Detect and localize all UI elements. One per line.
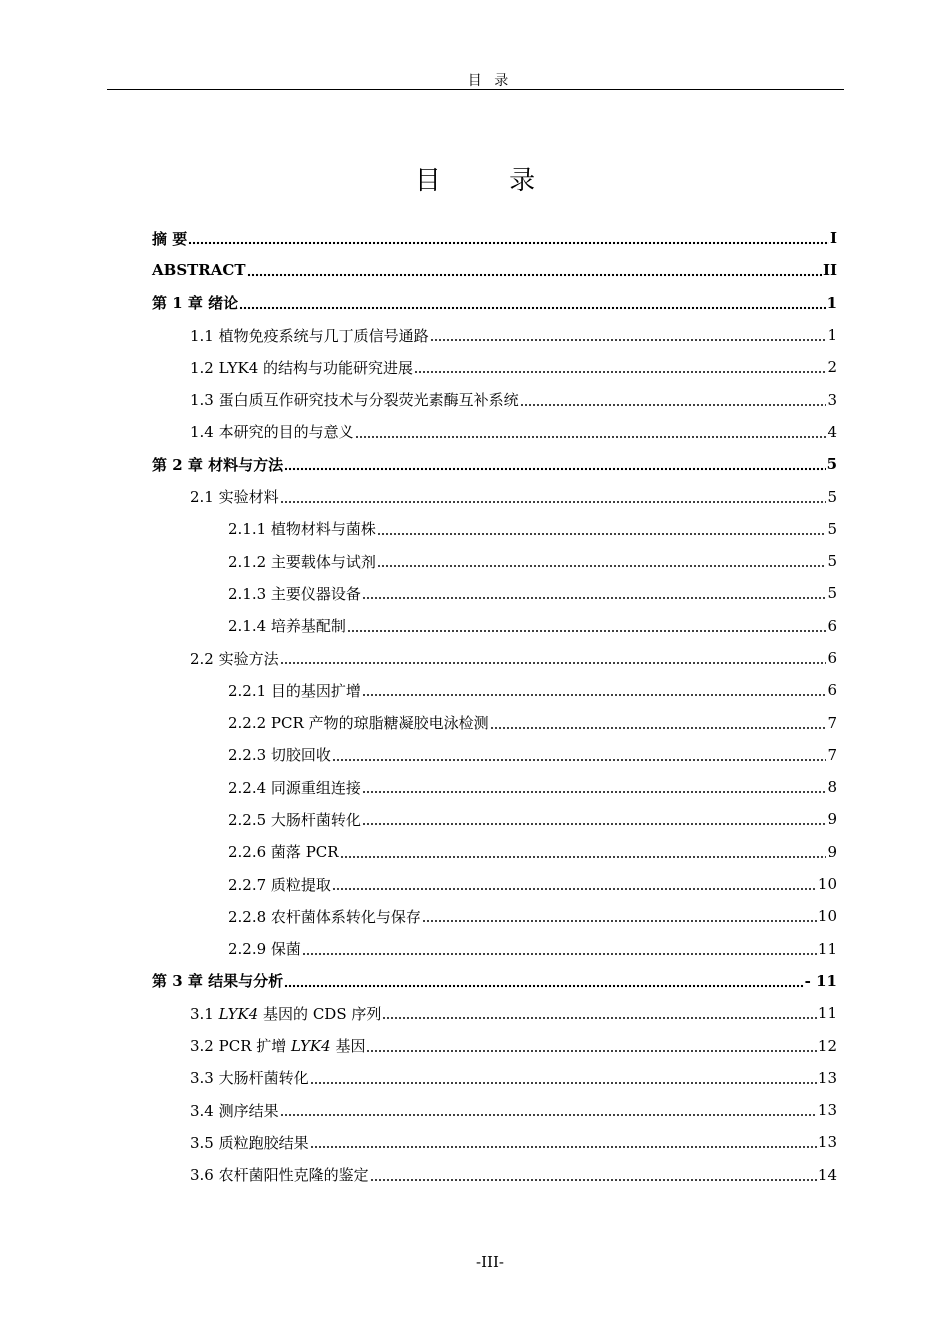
toc-entry-title: 第 1 章 绪论 (152, 294, 239, 313)
toc-entry[interactable] (152, 1029, 837, 1061)
toc-entry[interactable] (152, 416, 837, 448)
toc-entry-title: 2.2.7 质粒提取 (228, 875, 331, 894)
toc-entry-title-prefix: 3.1 (190, 1004, 219, 1023)
toc-entry-page: 4 (827, 422, 837, 441)
dot-leader (430, 328, 827, 342)
toc-entry-title: 2.2.1 目的基因扩增 (228, 681, 361, 700)
toc-entry[interactable] (152, 1159, 837, 1191)
toc-entry-title: 3.5 质粒跑胶结果 (190, 1133, 309, 1152)
toc-entry-page: II (822, 261, 837, 280)
toc-entry[interactable] (152, 448, 837, 480)
dot-leader (332, 877, 817, 891)
toc-entry[interactable] (152, 642, 837, 674)
toc-entry-title-suffix: 基因 (330, 1037, 366, 1056)
toc-entry[interactable] (152, 997, 837, 1029)
toc-entry-page: 5 (826, 455, 837, 474)
toc-entry-page: 5 (827, 584, 837, 603)
dot-leader (284, 974, 804, 988)
toc-entry-page: 11 (817, 939, 837, 958)
toc-entry-title: 2.2.3 切胶回收 (228, 746, 331, 765)
running-header: 目 录 (467, 73, 513, 89)
toc-entry[interactable] (152, 545, 837, 577)
toc-entry-page: 6 (827, 649, 837, 667)
toc-entry-title: 3.6 农杆菌阳性克隆的鉴定 (190, 1166, 369, 1185)
toc-entry[interactable] (152, 933, 837, 965)
toc-entry-title: 1.3 蛋白质互作研究技术与分裂荧光素酶互补系统 (190, 391, 519, 410)
toc-entry[interactable] (152, 706, 837, 738)
toc-entry-title: 2.2.5 大肠杆菌转化 (228, 810, 361, 829)
toc-entry-page: 14 (817, 1165, 837, 1184)
toc-entry-title: 1.2 LYK4 的结构与功能研究进展 (190, 358, 414, 377)
toc-entry-page: 10 (817, 907, 837, 926)
toc-entry-title: 第 2 章 材料与方法 (152, 455, 284, 474)
toc-entry[interactable] (152, 739, 837, 771)
toc-entry-page: 13 (817, 1101, 837, 1120)
toc-entry[interactable] (152, 803, 837, 835)
toc-entry-page: 1 (826, 293, 837, 312)
toc-entry[interactable] (152, 319, 837, 351)
dot-leader (280, 651, 827, 665)
toc-entry-page: 12 (817, 1036, 837, 1055)
dot-leader (340, 845, 827, 859)
toc-entry-title: ABSTRACT (152, 261, 246, 280)
toc-entry-page: 2 (827, 358, 837, 377)
toc-entry-title: 2.2.2 PCR 产物的琼脂糖凝胶电泳检测 (228, 714, 489, 733)
toc-entry-title-suffix: 基因的 CDS 序列 (258, 1004, 382, 1023)
toc-entry[interactable] (152, 1062, 837, 1094)
toc-entry[interactable] (152, 836, 837, 868)
toc-entry-page: 5 (827, 519, 837, 538)
dot-leader (310, 1135, 817, 1149)
dot-leader (302, 942, 817, 956)
toc-entry-title: 3.3 大肠杆菌转化 (190, 1069, 309, 1088)
toc-entry-page: 6 (827, 681, 837, 700)
toc-entry-page: 8 (827, 778, 837, 797)
dot-leader (366, 1039, 816, 1053)
toc-entry-title: 2.1 实验材料 (190, 488, 279, 507)
toc-entry[interactable] (152, 287, 837, 319)
dot-leader (362, 586, 827, 600)
dot-leader (362, 812, 827, 826)
toc-entry-title: 2.2.4 同源重组连接 (228, 778, 361, 797)
dot-leader (247, 263, 822, 277)
dot-leader (284, 457, 825, 471)
toc-entry-title: 2.2.9 保菌 (228, 940, 301, 959)
gene-name: LYK4 (291, 1037, 331, 1056)
toc-entry-title (190, 1003, 381, 1024)
toc-entry-title-prefix: 3.2 PCR 扩增 (190, 1037, 292, 1056)
toc-entry-title: 1.4 本研究的目的与意义 (190, 423, 354, 442)
toc-entry-page: 5 (827, 487, 837, 506)
toc-entry-page: 13 (817, 1068, 837, 1087)
dot-leader (280, 1103, 817, 1117)
toc-entry[interactable] (152, 351, 837, 383)
toc-entry-title: 2.1.3 主要仪器设备 (228, 584, 361, 603)
toc-entry[interactable] (152, 383, 837, 415)
toc-entry[interactable] (152, 610, 837, 642)
page-title: 目 录 (414, 166, 566, 196)
toc-entry-page: 11 (817, 1004, 837, 1023)
toc-entry[interactable] (152, 771, 837, 803)
toc-entry[interactable] (152, 965, 837, 997)
dot-leader (377, 522, 827, 536)
dot-leader (414, 360, 826, 374)
toc-entry[interactable] (152, 674, 837, 706)
toc-entry-page: 1 (827, 326, 837, 345)
dot-leader (490, 716, 827, 730)
toc-entry[interactable] (152, 1094, 837, 1126)
dot-leader (332, 748, 827, 762)
table-of-contents (152, 222, 837, 1191)
toc-entry-page: 9 (827, 842, 837, 861)
toc-entry-title: 摘 要 (152, 229, 188, 248)
toc-entry-page: I (829, 229, 837, 248)
dot-leader (422, 909, 817, 923)
header-rule (107, 89, 844, 90)
dot-leader (239, 296, 825, 310)
toc-entry-page: 7 (827, 713, 837, 732)
dot-leader (382, 1006, 817, 1020)
toc-entry[interactable] (152, 513, 837, 545)
dot-leader (310, 1071, 817, 1085)
toc-entry[interactable] (152, 577, 837, 609)
toc-entry-title: 2.2 实验方法 (190, 649, 279, 668)
toc-entry-page: 10 (817, 875, 837, 894)
dot-leader (362, 683, 827, 697)
toc-entry-page: 9 (827, 810, 837, 829)
toc-entry-title: 2.2.6 菌落 PCR (228, 843, 339, 862)
toc-entry-page: 13 (817, 1133, 837, 1152)
dot-leader (377, 554, 827, 568)
toc-entry[interactable] (152, 480, 837, 512)
toc-entry[interactable] (152, 254, 837, 286)
toc-entry-title (190, 1035, 365, 1056)
toc-entry[interactable] (152, 868, 837, 900)
toc-entry-title: 第 3 章 结果与分析 (152, 972, 284, 991)
dot-leader (362, 780, 827, 794)
toc-entry-title: 2.2.8 农杆菌体系转化与保存 (228, 907, 421, 926)
dot-leader (188, 231, 829, 245)
toc-entry[interactable] (152, 222, 837, 254)
gene-name: LYK4 (218, 1004, 259, 1023)
toc-entry-page: 6 (827, 616, 837, 635)
dot-leader (370, 1168, 817, 1182)
toc-entry-page: - 11 (804, 971, 837, 990)
toc-entry-title: 2.1.2 主要载体与试剂 (228, 552, 376, 571)
toc-entry[interactable] (152, 900, 837, 932)
toc-entry[interactable] (152, 1126, 837, 1158)
toc-entry-title: 3.4 测序结果 (190, 1101, 279, 1120)
toc-entry-title: 2.1.1 植物材料与菌株 (228, 520, 376, 539)
toc-entry-title: 2.1.4 培养基配制 (228, 617, 346, 636)
dot-leader (280, 490, 827, 504)
page-number: -III- (476, 1253, 504, 1271)
toc-entry-page: 7 (827, 745, 837, 764)
dot-leader (520, 393, 827, 407)
toc-entry-page: 5 (827, 552, 837, 571)
dot-leader (355, 425, 827, 439)
dot-leader (347, 619, 827, 633)
toc-entry-page: 3 (827, 390, 837, 409)
toc-entry-title: 1.1 植物免疫系统与几丁质信号通路 (190, 326, 429, 345)
